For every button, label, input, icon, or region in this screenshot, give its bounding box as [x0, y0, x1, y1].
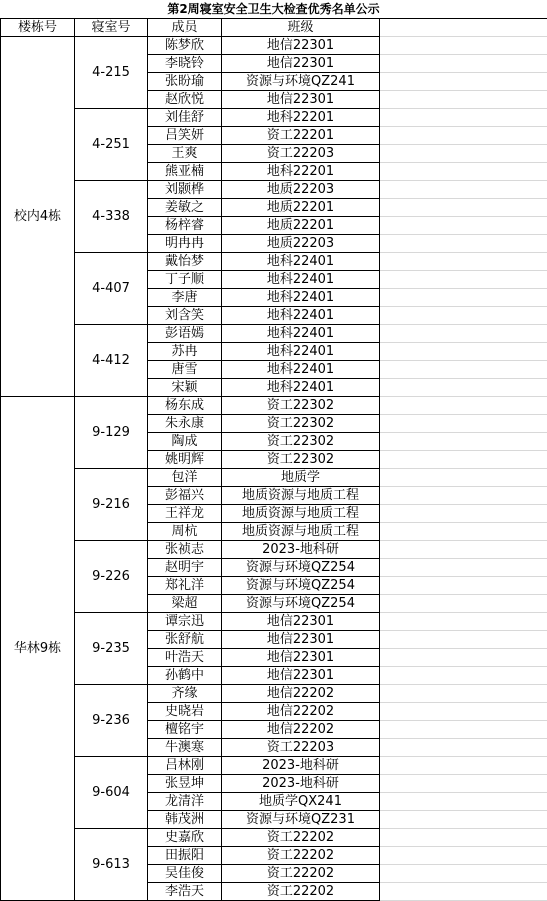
- class-cell[interactable]: 地科22401: [222, 307, 380, 325]
- empty-cell[interactable]: [380, 793, 464, 811]
- member-name-cell[interactable]: 谭宗迅: [148, 613, 222, 631]
- member-name-cell[interactable]: 王祥龙: [148, 505, 222, 523]
- dorm-table: [0, 18, 547, 901]
- header-class[interactable]: 班级: [222, 19, 380, 37]
- member-name-cell[interactable]: 梁超: [148, 595, 222, 613]
- class-cell[interactable]: 2023-地科研: [222, 757, 380, 775]
- empty-cell[interactable]: [380, 307, 464, 325]
- class-cell[interactable]: 资源与环境QZ241: [222, 73, 380, 91]
- class-cell[interactable]: 资工22202: [222, 865, 380, 883]
- class-cell[interactable]: 地信22301: [222, 631, 380, 649]
- member-name-cell[interactable]: 张昱坤: [148, 775, 222, 793]
- empty-cell[interactable]: [464, 145, 547, 163]
- header-member[interactable]: 成员: [148, 19, 222, 37]
- empty-cell[interactable]: [380, 19, 464, 37]
- member-name-cell[interactable]: 张盼瑜: [148, 73, 222, 91]
- empty-cell[interactable]: [380, 109, 464, 127]
- class-cell[interactable]: 资工22203: [222, 739, 380, 757]
- building-cell[interactable]: 校内4栋: [1, 37, 75, 397]
- member-name-cell[interactable]: 戴怡梦: [148, 253, 222, 271]
- class-cell[interactable]: 地科22401: [222, 253, 380, 271]
- empty-cell[interactable]: [464, 451, 547, 469]
- empty-cell[interactable]: [380, 523, 464, 541]
- building-cell[interactable]: 华林9栋: [1, 397, 75, 901]
- empty-cell[interactable]: [380, 199, 464, 217]
- room-cell[interactable]: 9-235: [75, 613, 148, 685]
- member-name-cell[interactable]: 宋颖: [148, 379, 222, 397]
- class-cell[interactable]: 资工22302: [222, 415, 380, 433]
- empty-cell[interactable]: [464, 487, 547, 505]
- member-name-cell[interactable]: 姚明辉: [148, 451, 222, 469]
- member-name-cell[interactable]: 孙鹤中: [148, 667, 222, 685]
- table-row: [1, 253, 547, 271]
- empty-cell[interactable]: [464, 649, 547, 667]
- table-row: [1, 757, 547, 775]
- table-row: [1, 37, 547, 55]
- empty-cell[interactable]: [380, 91, 464, 109]
- empty-cell[interactable]: [464, 757, 547, 775]
- empty-cell[interactable]: [380, 181, 464, 199]
- empty-cell[interactable]: [464, 19, 547, 37]
- class-cell[interactable]: 地科22201: [222, 109, 380, 127]
- empty-cell[interactable]: [464, 829, 547, 847]
- empty-cell[interactable]: [464, 685, 547, 703]
- empty-cell[interactable]: [464, 415, 547, 433]
- class-cell[interactable]: 2023-地科研: [222, 775, 380, 793]
- member-name-cell[interactable]: 李唐: [148, 289, 222, 307]
- empty-cell[interactable]: [464, 235, 547, 253]
- empty-cell[interactable]: [464, 361, 547, 379]
- member-name-cell[interactable]: 李晓铃: [148, 55, 222, 73]
- empty-cell[interactable]: [464, 433, 547, 451]
- empty-cell[interactable]: [380, 559, 464, 577]
- table-row: [1, 469, 547, 487]
- table-row: [1, 109, 547, 127]
- empty-cell[interactable]: [464, 127, 547, 145]
- class-cell[interactable]: 地科22401: [222, 361, 380, 379]
- empty-cell[interactable]: [380, 55, 464, 73]
- room-cell[interactable]: 9-129: [75, 397, 148, 469]
- member-name-cell[interactable]: 周杭: [148, 523, 222, 541]
- empty-cell[interactable]: [380, 847, 464, 865]
- member-name-cell[interactable]: 李浩天: [148, 883, 222, 901]
- member-name-cell[interactable]: 田振阳: [148, 847, 222, 865]
- member-name-cell[interactable]: 韩茂洲: [148, 811, 222, 829]
- member-name-cell[interactable]: 朱永康: [148, 415, 222, 433]
- empty-cell[interactable]: [464, 667, 547, 685]
- member-name-cell[interactable]: 吕林刚: [148, 757, 222, 775]
- empty-cell[interactable]: [464, 865, 547, 883]
- empty-cell[interactable]: [380, 577, 464, 595]
- empty-cell[interactable]: [380, 253, 464, 271]
- class-cell[interactable]: 资工22202: [222, 847, 380, 865]
- empty-cell[interactable]: [380, 595, 464, 613]
- empty-cell[interactable]: [380, 469, 464, 487]
- member-name-cell[interactable]: 檀铭宇: [148, 721, 222, 739]
- room-cell[interactable]: 9-216: [75, 469, 148, 541]
- member-name-cell[interactable]: 明冉冉: [148, 235, 222, 253]
- empty-cell[interactable]: [380, 145, 464, 163]
- empty-cell[interactable]: [380, 361, 464, 379]
- empty-cell[interactable]: [464, 595, 547, 613]
- member-name-cell[interactable]: 苏冉: [148, 343, 222, 361]
- member-name-cell[interactable]: 熊亚楠: [148, 163, 222, 181]
- class-cell[interactable]: 资工22302: [222, 433, 380, 451]
- class-cell[interactable]: 资工22201: [222, 127, 380, 145]
- empty-cell[interactable]: [380, 163, 464, 181]
- member-name-cell[interactable]: 丁子顺: [148, 271, 222, 289]
- class-cell[interactable]: 资源与环境QZ254: [222, 595, 380, 613]
- class-cell[interactable]: 资工22202: [222, 829, 380, 847]
- empty-cell[interactable]: [380, 631, 464, 649]
- empty-cell[interactable]: [380, 397, 464, 415]
- header-building[interactable]: 楼栋号: [1, 19, 75, 37]
- empty-cell[interactable]: [464, 613, 547, 631]
- empty-cell[interactable]: [380, 667, 464, 685]
- empty-cell[interactable]: [464, 811, 547, 829]
- room-cell[interactable]: 9-226: [75, 541, 148, 613]
- room-cell[interactable]: 4-407: [75, 253, 148, 325]
- member-name-cell[interactable]: 杨东成: [148, 397, 222, 415]
- empty-cell[interactable]: [464, 793, 547, 811]
- class-cell[interactable]: 地质22201: [222, 199, 380, 217]
- class-cell[interactable]: 地信22301: [222, 37, 380, 55]
- member-name-cell[interactable]: 陶成: [148, 433, 222, 451]
- room-cell[interactable]: 9-613: [75, 829, 148, 901]
- class-cell[interactable]: 地质资源与地质工程: [222, 523, 380, 541]
- member-name-cell[interactable]: 陈梦欣: [148, 37, 222, 55]
- member-name-cell[interactable]: 龙清洋: [148, 793, 222, 811]
- class-cell[interactable]: 资工22203: [222, 145, 380, 163]
- header-row: [1, 19, 547, 37]
- table-row: [1, 685, 547, 703]
- table-row: [1, 541, 547, 559]
- empty-cell[interactable]: [380, 217, 464, 235]
- empty-cell[interactable]: [464, 37, 547, 55]
- empty-cell[interactable]: [380, 649, 464, 667]
- class-cell[interactable]: 地质22201: [222, 217, 380, 235]
- empty-cell[interactable]: [464, 703, 547, 721]
- empty-cell[interactable]: [464, 469, 547, 487]
- class-cell[interactable]: 资工22202: [222, 883, 380, 901]
- empty-cell[interactable]: [380, 271, 464, 289]
- empty-cell[interactable]: [380, 433, 464, 451]
- member-name-cell[interactable]: 史晓岩: [148, 703, 222, 721]
- empty-cell[interactable]: [380, 505, 464, 523]
- empty-cell[interactable]: [464, 397, 547, 415]
- empty-cell[interactable]: [464, 307, 547, 325]
- member-name-cell[interactable]: 张祯志: [148, 541, 222, 559]
- class-cell[interactable]: 资工22302: [222, 397, 380, 415]
- room-cell[interactable]: 9-604: [75, 757, 148, 829]
- room-cell[interactable]: 4-251: [75, 109, 148, 181]
- class-cell[interactable]: 地质22203: [222, 181, 380, 199]
- member-name-cell[interactable]: 张舒航: [148, 631, 222, 649]
- member-name-cell[interactable]: 刘颢桦: [148, 181, 222, 199]
- member-name-cell[interactable]: 王爽: [148, 145, 222, 163]
- class-cell[interactable]: 地质资源与地质工程: [222, 505, 380, 523]
- empty-cell[interactable]: [464, 559, 547, 577]
- class-cell[interactable]: 资工22302: [222, 451, 380, 469]
- empty-cell[interactable]: [380, 685, 464, 703]
- table-row: [1, 181, 547, 199]
- empty-cell[interactable]: [464, 289, 547, 307]
- empty-cell[interactable]: [464, 847, 547, 865]
- class-cell[interactable]: 地质22203: [222, 235, 380, 253]
- empty-cell[interactable]: [380, 289, 464, 307]
- empty-cell[interactable]: [464, 631, 547, 649]
- class-cell[interactable]: 地质学: [222, 469, 380, 487]
- empty-cell[interactable]: [464, 55, 547, 73]
- empty-cell[interactable]: [380, 811, 464, 829]
- empty-cell[interactable]: [380, 325, 464, 343]
- table-row: [1, 613, 547, 631]
- empty-cell[interactable]: [464, 163, 547, 181]
- empty-cell[interactable]: [380, 235, 464, 253]
- member-name-cell[interactable]: 赵欣悦: [148, 91, 222, 109]
- empty-cell[interactable]: [380, 37, 464, 55]
- empty-cell[interactable]: [464, 379, 547, 397]
- class-cell[interactable]: 地信22202: [222, 721, 380, 739]
- class-cell[interactable]: 地质资源与地质工程: [222, 487, 380, 505]
- member-name-cell[interactable]: 包洋: [148, 469, 222, 487]
- class-cell[interactable]: 地信22301: [222, 667, 380, 685]
- empty-cell[interactable]: [380, 415, 464, 433]
- member-name-cell[interactable]: 杨梓睿: [148, 217, 222, 235]
- class-cell[interactable]: 地信22301: [222, 613, 380, 631]
- member-name-cell[interactable]: 刘佳舒: [148, 109, 222, 127]
- member-name-cell[interactable]: 姜敏之: [148, 199, 222, 217]
- table-row: [1, 325, 547, 343]
- member-name-cell[interactable]: 彭语嫣: [148, 325, 222, 343]
- empty-cell[interactable]: [380, 883, 464, 901]
- table-row: [1, 829, 547, 847]
- class-cell[interactable]: 地科22401: [222, 379, 380, 397]
- empty-cell[interactable]: [464, 523, 547, 541]
- empty-cell[interactable]: [380, 487, 464, 505]
- empty-cell[interactable]: [464, 343, 547, 361]
- class-cell[interactable]: 地科22401: [222, 343, 380, 361]
- empty-cell[interactable]: [464, 325, 547, 343]
- empty-cell[interactable]: [380, 721, 464, 739]
- class-cell[interactable]: 地信22301: [222, 649, 380, 667]
- header-room[interactable]: 寝室号: [75, 19, 148, 37]
- room-cell[interactable]: 4-412: [75, 325, 148, 397]
- member-name-cell[interactable]: 吕笑妍: [148, 127, 222, 145]
- class-cell[interactable]: 地科22201: [222, 163, 380, 181]
- member-name-cell[interactable]: 彭福兴: [148, 487, 222, 505]
- empty-cell[interactable]: [380, 127, 464, 145]
- room-cell[interactable]: 4-338: [75, 181, 148, 253]
- empty-cell[interactable]: [464, 505, 547, 523]
- class-cell[interactable]: 地信22301: [222, 91, 380, 109]
- class-cell[interactable]: 资源与环境QZ254: [222, 577, 380, 595]
- member-name-cell[interactable]: 牛澳寒: [148, 739, 222, 757]
- empty-cell[interactable]: [464, 775, 547, 793]
- empty-cell[interactable]: [464, 109, 547, 127]
- empty-cell[interactable]: [380, 703, 464, 721]
- class-cell[interactable]: 地质学QX241: [222, 793, 380, 811]
- empty-cell[interactable]: [464, 199, 547, 217]
- empty-cell[interactable]: [464, 577, 547, 595]
- class-cell[interactable]: 2023-地科研: [222, 541, 380, 559]
- table-row: [1, 397, 547, 415]
- class-cell[interactable]: 资源与环境QZ254: [222, 559, 380, 577]
- class-cell[interactable]: 资源与环境QZ231: [222, 811, 380, 829]
- empty-cell[interactable]: [464, 883, 547, 901]
- member-name-cell[interactable]: 刘含笑: [148, 307, 222, 325]
- empty-cell[interactable]: [380, 865, 464, 883]
- member-name-cell[interactable]: 赵明宇: [148, 559, 222, 577]
- member-name-cell[interactable]: 唐雪: [148, 361, 222, 379]
- class-cell[interactable]: 地信22202: [222, 703, 380, 721]
- empty-cell[interactable]: [464, 181, 547, 199]
- member-name-cell[interactable]: 史嘉欣: [148, 829, 222, 847]
- empty-cell[interactable]: [380, 775, 464, 793]
- room-cell[interactable]: 9-236: [75, 685, 148, 757]
- empty-cell[interactable]: [464, 739, 547, 757]
- empty-cell[interactable]: [380, 451, 464, 469]
- empty-cell[interactable]: [464, 541, 547, 559]
- empty-cell[interactable]: [464, 217, 547, 235]
- room-cell[interactable]: 4-215: [75, 37, 148, 109]
- member-name-cell[interactable]: 吴佳俊: [148, 865, 222, 883]
- empty-cell[interactable]: [464, 721, 547, 739]
- class-cell[interactable]: 地信22301: [222, 55, 380, 73]
- empty-cell[interactable]: [464, 253, 547, 271]
- empty-cell[interactable]: [380, 541, 464, 559]
- empty-cell[interactable]: [380, 73, 464, 91]
- empty-cell[interactable]: [380, 379, 464, 397]
- empty-cell[interactable]: [380, 829, 464, 847]
- class-cell[interactable]: 地科22401: [222, 271, 380, 289]
- empty-cell[interactable]: [380, 739, 464, 757]
- empty-cell[interactable]: [380, 757, 464, 775]
- class-cell[interactable]: 地科22401: [222, 325, 380, 343]
- empty-cell[interactable]: [464, 91, 547, 109]
- empty-cell[interactable]: [380, 613, 464, 631]
- member-name-cell[interactable]: 叶浩天: [148, 649, 222, 667]
- class-cell[interactable]: 地信22202: [222, 685, 380, 703]
- sheet-title: 第2周寝室安全卫生大检查优秀名单公示: [0, 0, 547, 19]
- class-cell[interactable]: 地科22401: [222, 289, 380, 307]
- empty-cell[interactable]: [380, 343, 464, 361]
- member-name-cell[interactable]: 郑礼洋: [148, 577, 222, 595]
- empty-cell[interactable]: [464, 73, 547, 91]
- empty-cell[interactable]: [464, 271, 547, 289]
- member-name-cell[interactable]: 齐缘: [148, 685, 222, 703]
